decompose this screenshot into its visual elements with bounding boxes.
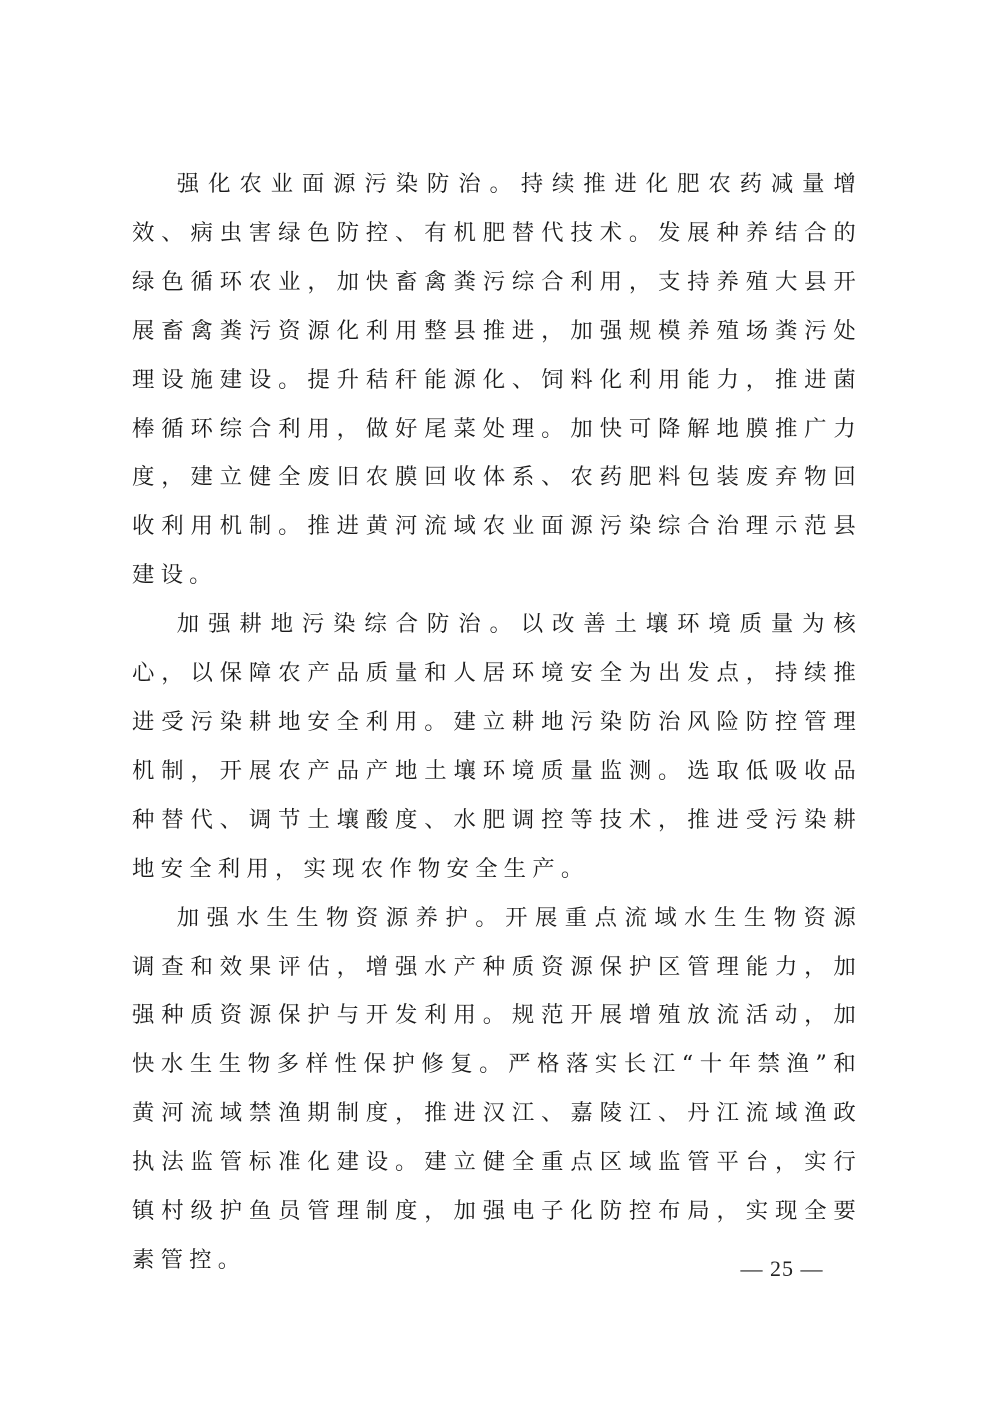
paragraph-aquatic-resources: 加强水生生物资源养护。开展重点流域水生生物资源调查和效果评估，增强水产种质资源保护区管理能力，加强种质资源保护与开发利用。规范开展增殖放流活动，加快水生生物多样性保护修复。严格落实长江“十年禁渔”和黄河流域禁渔期制度，推进汉江、嘉陵江、丹江流域渔政执法监管标准化建设。建立健全重点区域监管平台，实行镇村级护鱼员管理制度，加强电子化防控布局，实现全要素管控。 [132, 904, 862, 1273]
paragraph-farmland-pollution: 加强耕地污染综合防治。以改善土壤环境质量为核心，以保障农产品质量和人居环境安全为出发点，持续推进受污染耕地安全利用。建立耕地污染防治风险防控管理机制，开展农产品产地土壤环境质量监测。选取低吸收品种替代、调节土壤酸度、水肥调控等技术，推进受污染耕地安全利用，实现农作物安全生产。 [132, 611, 862, 882]
paragraph-agricultural-pollution: 强化农业面源污染防治。持续推进化肥农药减量增效、病虫害绿色防控、有机肥替代技术。发展种养结合的绿色循环农业，加快畜禽粪污综合利用，支持养殖大县开展畜禽粪污资源化利用整县推进，加强规模养殖场粪污处理设施建设。提升秸秆能源化、饲料化利用能力，推进菌棒循环综合利用，做好尾菜处理。加快可降解地膜推广力度，建立健全废旧农膜回收体系、农药肥料包装废弃物回收利用机制。推进黄河流域农业面源污染综合治理示范县建设。 [132, 171, 862, 589]
document-body [132, 160, 862, 1285]
page-number: — 25 — [740, 1256, 824, 1281]
